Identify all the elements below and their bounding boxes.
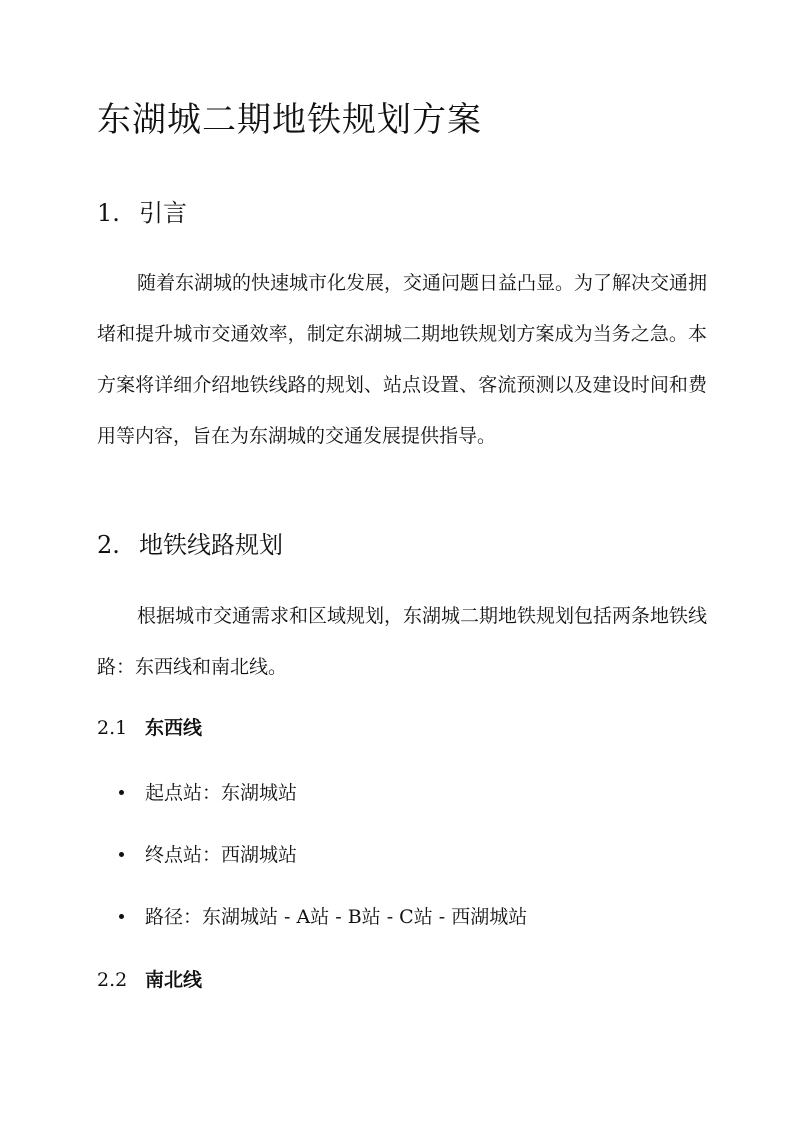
route-planning-paragraph: 根据城市交通需求和区域规划，东湖城二期地铁规划包括两条地铁线路：东西线和南北线。 [97, 605, 708, 678]
bullet-icon [119, 914, 124, 919]
section-title: 地铁线路规划 [139, 531, 283, 559]
list-item-text: 路径：东湖城站 - A站 - B站 - C站 - 西湖城站 [145, 906, 528, 928]
east-west-line-details-list [97, 770, 527, 956]
bullet-icon [119, 852, 124, 857]
section-title: 引言 [139, 199, 187, 227]
introduction-paragraph: 随着东湖城的快速城市化发展，交通问题日益凸显。为了解决交通拥堵和提升城市交通效率，制定东湖城二期地铁规划方案成为当务之急。本方案将详细介绍地铁线路的规划、站点设置、客流预测以及建设时间和费用等内容，旨在为东湖城的交通发展提供指导。 [97, 272, 708, 447]
list-item-text: 终点站：西湖城站 [145, 844, 298, 866]
list-item-text: 起点站：东湖城站 [145, 782, 298, 804]
subsection-number: 2.2 [97, 969, 128, 991]
bullet-icon [119, 790, 124, 795]
list-item-start-station [97, 770, 527, 832]
subsection-title: 东西线 [145, 717, 203, 739]
section-heading-route-planning [97, 528, 283, 562]
section-number: 2. [97, 531, 120, 559]
section-heading-introduction [97, 196, 187, 230]
subsection-heading-north-south-line [97, 966, 202, 994]
subsection-title: 南北线 [145, 969, 203, 991]
section-number: 1. [97, 199, 120, 227]
list-item-route [97, 894, 527, 956]
list-item-end-station [97, 832, 527, 894]
document-title: 东湖城二期地铁规划方案 [97, 100, 482, 140]
subsection-number: 2.1 [97, 717, 128, 739]
subsection-heading-east-west-line [97, 714, 202, 742]
